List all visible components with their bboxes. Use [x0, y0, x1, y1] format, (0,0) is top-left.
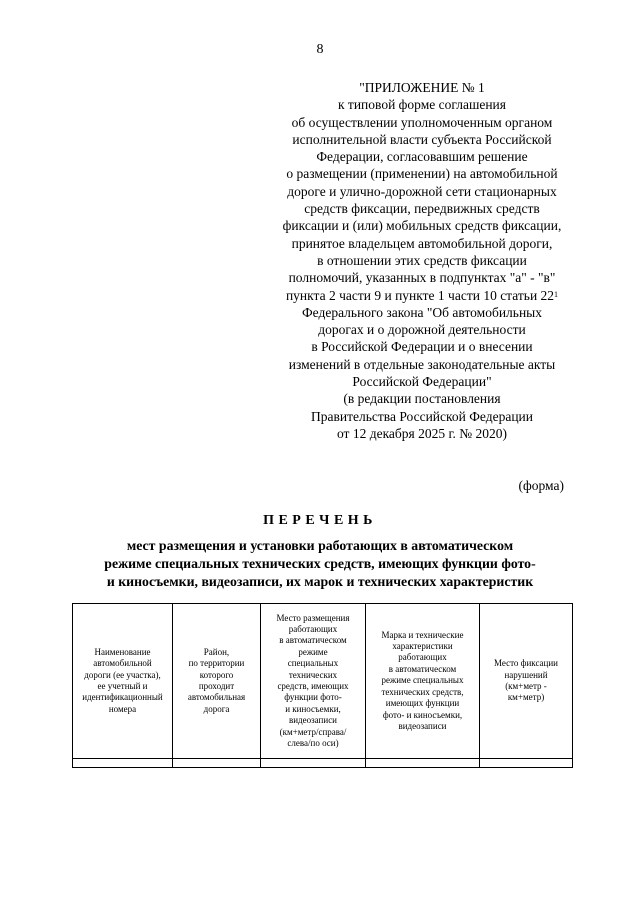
header-line: и киносъемки,: [285, 703, 341, 714]
header-line: по территории: [188, 658, 245, 669]
subtitle-line: режиме специальных технических средств, имеющих функции фото-: [104, 555, 536, 571]
table-cell: [261, 759, 366, 768]
header-district: [173, 604, 261, 759]
header-line: работающих: [398, 652, 447, 663]
header-line: режиме специальных: [381, 675, 464, 686]
subtitle-line: и киносъемки, видеозаписи, их марок и технических характеристик: [106, 573, 534, 589]
annex-line: фиксации и (или) мобильных средств фиксации,: [282, 218, 562, 234]
annex-line: [232, 287, 612, 304]
header-line: автомобильной: [93, 658, 152, 669]
header-line: в автоматическом: [279, 635, 347, 646]
annex-line: полномочий, указанных в подпунктах "а" - "в": [288, 270, 556, 286]
annex-header: [232, 79, 612, 442]
header-line: технических средств,: [381, 686, 464, 697]
header-line: видеозаписи: [398, 720, 447, 731]
header-line: имеющих функции: [385, 698, 460, 709]
annex-line: от 12 декабря 2025 г. № 2020): [336, 425, 508, 441]
header-line: режиме: [298, 646, 328, 657]
table-cell: [73, 759, 173, 768]
header-placement-location: [261, 604, 366, 759]
header-line: автомобильная: [187, 692, 246, 703]
header-line: которого: [199, 669, 234, 680]
table-header-row: [73, 604, 573, 759]
annex-line: в Российской Федерации и о внесении: [311, 339, 533, 355]
annex-line: Федерального закона "Об автомобильных: [301, 304, 542, 320]
header-line: км+метр): [507, 692, 545, 703]
table-cell: [173, 759, 261, 768]
document-title: ПЕРЕЧЕНЬ: [263, 513, 377, 528]
annex-line: к типовой форме соглашения: [338, 97, 506, 113]
header-line: Район,: [203, 646, 230, 657]
header-line: в автоматическом: [388, 663, 457, 674]
annex-line: (в редакции постановления: [343, 391, 501, 407]
annex-line: в отношении этих средств фиксации: [317, 252, 527, 268]
annex-line: дорогах и о дорожной деятельности: [318, 322, 526, 338]
header-line: дороги (ее участка),: [84, 669, 161, 680]
annex-line: об осуществлении уполномоченным органом: [291, 114, 553, 130]
footnote-superscript: 1: [554, 289, 559, 299]
header-line: ее учетный и: [97, 681, 148, 691]
header-line: (км+метр -: [505, 681, 547, 691]
table-row: [73, 759, 573, 768]
header-line: специальных: [287, 658, 339, 669]
annex-line: Российской Федерации": [352, 374, 492, 390]
table-cell: [480, 759, 573, 768]
header-line: номера: [108, 703, 137, 714]
annex-line-text: пункта 2 части 9 и пункте 1 части 10 статьи 22: [285, 287, 555, 303]
header-line: видеозаписи: [288, 715, 337, 726]
header-line: средств, имеющих: [277, 681, 349, 691]
table-cell: [366, 759, 480, 768]
header-line: Место размещения: [276, 612, 350, 623]
header-line: фото- и киносъемки,: [382, 709, 463, 720]
header-line: дорога: [203, 703, 230, 714]
annex-line: Федерации, согласовавшим решение: [316, 149, 528, 165]
header-line: функции фото-: [284, 692, 342, 703]
header-brand-specs: [366, 604, 480, 759]
header-line: работающих: [288, 623, 338, 634]
annex-line: дороге и улично-дорожной сети стационарных: [287, 183, 557, 199]
form-label: (форма): [518, 478, 564, 493]
header-violation-location: [480, 604, 573, 759]
annex-line: исполнительной власти субъекта Российской: [292, 131, 552, 147]
annex-line: о размещении (применении) на автомобильной: [286, 166, 558, 182]
header-line: технических: [288, 669, 338, 680]
page-number: 8: [316, 42, 324, 57]
header-line: (км+метр/справа/: [279, 726, 347, 737]
header-line: Место фиксации: [493, 658, 558, 669]
list-table: [72, 603, 573, 768]
header-line: нарушений: [504, 669, 548, 680]
annex-line: "ПРИЛОЖЕНИЕ № 1: [359, 80, 485, 95]
annex-line: изменений в отдельные законодательные акты: [288, 356, 556, 372]
annex-line: Правительства Российской Федерации: [311, 408, 533, 424]
header-line: характеристики: [392, 641, 453, 652]
header-line: идентификационный: [82, 692, 163, 703]
annex-line: средств фиксации, передвижных средств: [304, 201, 540, 217]
header-line: Наименование: [94, 646, 151, 657]
header-line: проходит: [198, 681, 235, 691]
header-road-name: [73, 604, 173, 759]
header-line: Марка и технические: [381, 629, 464, 640]
header-line: слева/по оси): [287, 738, 339, 749]
subtitle-line: мест размещения и установки работающих в автоматическом: [126, 538, 514, 553]
document-subtitle: [70, 537, 570, 590]
annex-line: принятое владельцем автомобильной дороги,: [291, 235, 553, 251]
